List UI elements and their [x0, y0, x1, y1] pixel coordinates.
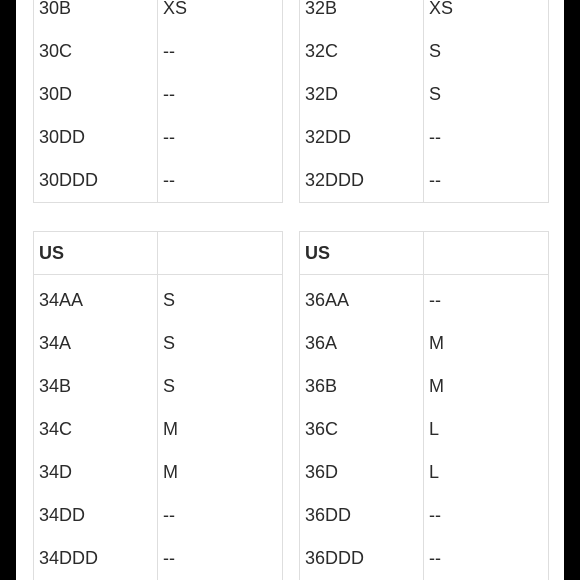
size-cell: -- — [424, 494, 549, 537]
band-size-cell: 32DDD — [300, 159, 424, 203]
size-cell: S — [158, 322, 283, 365]
table-row — [34, 451, 283, 494]
size-cell: S — [158, 365, 283, 408]
table-row — [300, 275, 549, 323]
table-row — [34, 537, 283, 580]
table-header-row — [34, 232, 283, 275]
band-size-cell: 34B — [34, 365, 158, 408]
size-cell: -- — [158, 159, 283, 203]
band-size-cell: 36DD — [300, 494, 424, 537]
band-size-cell: 30D — [34, 73, 158, 116]
size-cell: S — [424, 30, 549, 73]
table-header-row — [300, 232, 549, 275]
table-row — [300, 451, 549, 494]
size-cell: -- — [424, 159, 549, 203]
table-row — [34, 275, 283, 323]
table-row — [34, 159, 283, 203]
table-row — [34, 322, 283, 365]
table-row — [300, 73, 549, 116]
size-cell: M — [424, 365, 549, 408]
size-cell: M — [158, 408, 283, 451]
table-row — [34, 30, 283, 73]
band-size-cell: 30DDD — [34, 159, 158, 203]
size-cell: -- — [158, 537, 283, 580]
band-size-cell: 34C — [34, 408, 158, 451]
table-row — [300, 322, 549, 365]
band-size-cell: 36B — [300, 365, 424, 408]
size-table-30 — [33, 0, 283, 203]
table-row — [34, 408, 283, 451]
size-cell: M — [158, 451, 283, 494]
band-size-cell: 34DD — [34, 494, 158, 537]
table-row — [300, 494, 549, 537]
table-row — [300, 30, 549, 73]
table-row — [300, 408, 549, 451]
table-row — [300, 537, 549, 580]
band-size-cell: 32B — [300, 0, 424, 30]
table-row — [34, 365, 283, 408]
size-table-36 — [299, 231, 549, 580]
size-cell: S — [158, 275, 283, 323]
empty-header-cell — [158, 232, 283, 275]
size-cell: -- — [158, 494, 283, 537]
size-cell: L — [424, 408, 549, 451]
band-size-cell: 36DDD — [300, 537, 424, 580]
region-header: US — [34, 232, 158, 275]
size-table-32 — [299, 0, 549, 203]
table-row — [34, 0, 283, 30]
band-size-cell: 36D — [300, 451, 424, 494]
size-cell: S — [424, 73, 549, 116]
size-cell: XS — [158, 0, 283, 30]
table-row — [300, 0, 549, 30]
band-size-cell: 34D — [34, 451, 158, 494]
band-size-cell: 30DD — [34, 116, 158, 159]
table-row — [34, 73, 283, 116]
size-cell: -- — [424, 275, 549, 323]
band-size-cell: 34DDD — [34, 537, 158, 580]
size-cell: -- — [158, 116, 283, 159]
band-size-cell: 30C — [34, 30, 158, 73]
empty-header-cell — [424, 232, 549, 275]
size-cell: XS — [424, 0, 549, 30]
size-cell: -- — [424, 537, 549, 580]
size-table-34 — [33, 231, 283, 580]
table-row — [300, 365, 549, 408]
size-cell: -- — [424, 116, 549, 159]
table-row — [300, 116, 549, 159]
size-cell: M — [424, 322, 549, 365]
band-size-cell: 36AA — [300, 275, 424, 323]
band-size-cell: 32C — [300, 30, 424, 73]
table-row — [34, 116, 283, 159]
table-row — [34, 494, 283, 537]
table-row — [300, 159, 549, 203]
size-cell: -- — [158, 73, 283, 116]
band-size-cell: 30B — [34, 0, 158, 30]
band-size-cell: 36A — [300, 322, 424, 365]
size-cell: L — [424, 451, 549, 494]
band-size-cell: 32D — [300, 73, 424, 116]
region-header: US — [300, 232, 424, 275]
band-size-cell: 32DD — [300, 116, 424, 159]
band-size-cell: 36C — [300, 408, 424, 451]
size-cell: -- — [158, 30, 283, 73]
band-size-cell: 34AA — [34, 275, 158, 323]
band-size-cell: 34A — [34, 322, 158, 365]
